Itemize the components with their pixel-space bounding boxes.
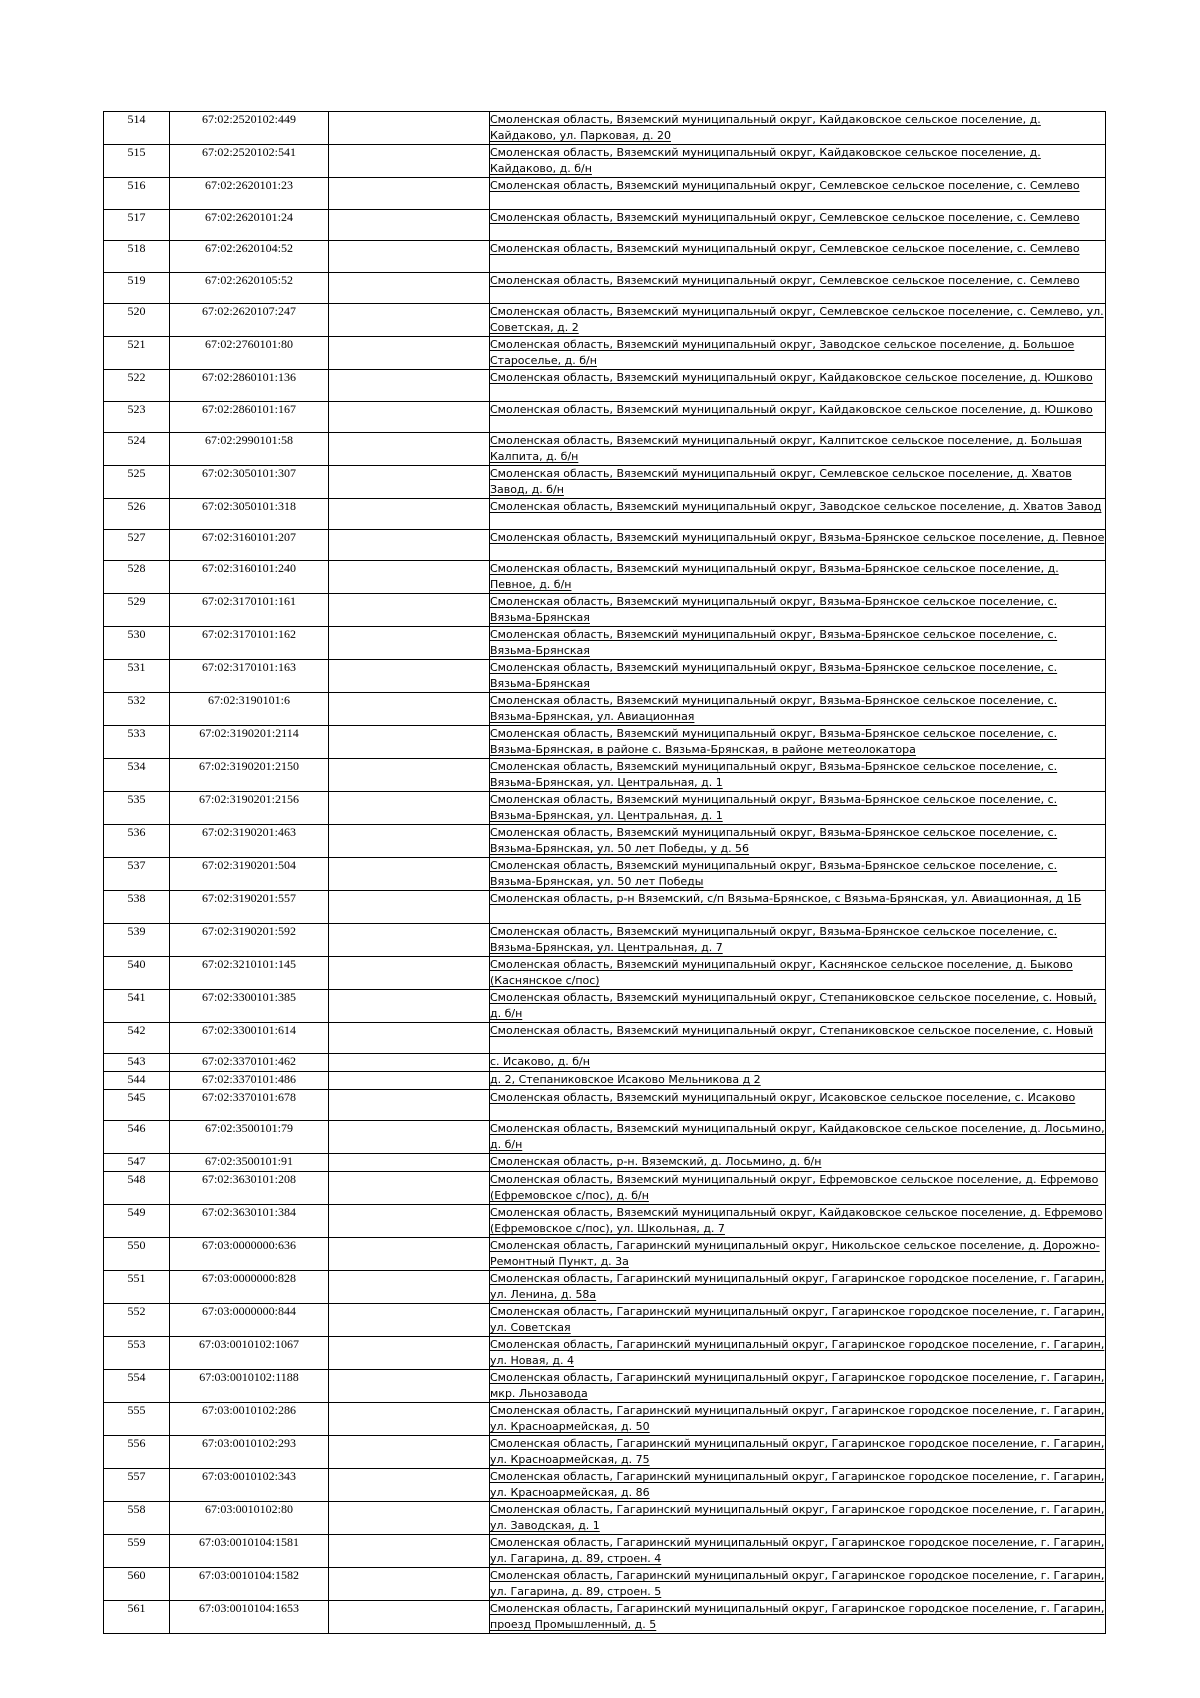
table-row: [104, 1370, 1106, 1403]
cadastral-number: 67:02:3050101:307: [170, 466, 329, 499]
cadastral-number: 67:02:2860101:167: [170, 402, 329, 433]
empty-cell: [329, 466, 490, 499]
registry-table-body: [104, 112, 1106, 1634]
address: Смоленская область, Гагаринский муниципальный округ, Гагаринское городское поселение, г. Гагарин, ул. Советская: [490, 1304, 1106, 1337]
table-row: [104, 660, 1106, 693]
cadastral-number: 67:03:0010102:1188: [170, 1370, 329, 1403]
address: Смоленская область, Гагаринский муниципальный округ, Гагаринское городское поселение, г. Гагарин, проезд Промышленный, д. 5: [490, 1601, 1106, 1634]
cadastral-number: 67:03:0010102:293: [170, 1436, 329, 1469]
address: Смоленская область, Гагаринский муниципальный округ, Гагаринское городское поселение, г. Гагарин, ул. Красноармейская, д. 75: [490, 1436, 1106, 1469]
table-row: [104, 858, 1106, 891]
row-number: 555: [104, 1403, 170, 1436]
cadastral-number: 67:02:3190201:2156: [170, 792, 329, 825]
table-row: [104, 466, 1106, 499]
empty-cell: [329, 792, 490, 825]
address: Смоленская область, Вяземский муниципальный округ, Заводское сельское поселение, д. Большое Староселье, д. б/н: [490, 337, 1106, 370]
empty-cell: [329, 627, 490, 660]
cadastral-number: 67:02:3050101:318: [170, 499, 329, 530]
row-number: 537: [104, 858, 170, 891]
empty-cell: [329, 1304, 490, 1337]
empty-cell: [329, 1271, 490, 1304]
address: Смоленская область, Вяземский муниципальный округ, Каснянское сельское поселение, д. Быково (Каснянское с/пос): [490, 957, 1106, 990]
row-number: 523: [104, 402, 170, 433]
address: Смоленская область, Вяземский муниципальный округ, Заводское сельское поселение, д. Хватов Завод: [490, 499, 1106, 530]
row-number: 546: [104, 1121, 170, 1154]
table-row: [104, 957, 1106, 990]
address: Смоленская область, р-н. Вяземский, д. Лосьмино, д. б/н: [490, 1154, 1106, 1172]
row-number: 525: [104, 466, 170, 499]
table-row: [104, 1436, 1106, 1469]
empty-cell: [329, 1238, 490, 1271]
cadastral-number: 67:02:3630101:384: [170, 1205, 329, 1238]
empty-cell: [329, 1601, 490, 1634]
table-row: [104, 145, 1106, 178]
table-row: [104, 759, 1106, 792]
cadastral-number: 67:03:0010104:1582: [170, 1568, 329, 1601]
address: Смоленская область, Вяземский муниципальный округ, Вязьма-Брянское сельское поселение, с. Вязьма-Брянская, ул. Центральная, д. 1: [490, 759, 1106, 792]
row-number: 550: [104, 1238, 170, 1271]
cadastral-number: 67:02:3170101:162: [170, 627, 329, 660]
address: Смоленская область, Вяземский муниципальный округ, Кайдаковское сельское поселение, д. Юшково: [490, 370, 1106, 402]
empty-cell: [329, 1172, 490, 1205]
cadastral-number: 67:02:2990101:58: [170, 433, 329, 466]
table-row: [104, 792, 1106, 825]
cadastral-number: 67:02:3190101:6: [170, 693, 329, 726]
address: Смоленская область, Гагаринский муниципальный округ, Гагаринское городское поселение, г. Гагарин, мкр. Льнозавода: [490, 1370, 1106, 1403]
empty-cell: [329, 1154, 490, 1172]
row-number: 548: [104, 1172, 170, 1205]
empty-cell: [329, 726, 490, 759]
cadastral-number: 67:03:0010102:1067: [170, 1337, 329, 1370]
cadastral-number: 67:02:2620107:247: [170, 304, 329, 337]
address: Смоленская область, Вяземский муниципальный округ, Степаниковское сельское поселение, с. Новый: [490, 1023, 1106, 1054]
empty-cell: [329, 561, 490, 594]
cadastral-number: 67:02:2760101:80: [170, 337, 329, 370]
table-row: [104, 112, 1106, 145]
empty-cell: [329, 825, 490, 858]
row-number: 542: [104, 1023, 170, 1054]
row-number: 561: [104, 1601, 170, 1634]
table-row: [104, 1502, 1106, 1535]
cadastral-number: 67:02:3370101:486: [170, 1072, 329, 1090]
address: Смоленская область, Вяземский муниципальный округ, Ефремовское сельское поселение, д. Ефремово (Ефремовское с/пос), д. б/н: [490, 1172, 1106, 1205]
cadastral-number: 67:02:3370101:678: [170, 1090, 329, 1121]
table-row: [104, 891, 1106, 924]
row-number: 558: [104, 1502, 170, 1535]
row-number: 526: [104, 499, 170, 530]
address: Смоленская область, Вяземский муниципальный округ, Семлевское сельское поселение, с. Семлево, ул. Советская, д. 2: [490, 304, 1106, 337]
address: Смоленская область, Вяземский муниципальный округ, Вязьма-Брянское сельское поселение, с. Вязьма-Брянская, ул. Центральная, д. 1: [490, 792, 1106, 825]
row-number: 528: [104, 561, 170, 594]
empty-cell: [329, 1568, 490, 1601]
empty-cell: [329, 660, 490, 693]
empty-cell: [329, 1535, 490, 1568]
table-row: [104, 1469, 1106, 1502]
row-number: 536: [104, 825, 170, 858]
address: Смоленская область, Вяземский муниципальный округ, Вязьма-Брянское сельское поселение, с. Вязьма-Брянская: [490, 594, 1106, 627]
cadastral-number: 67:02:3210101:145: [170, 957, 329, 990]
empty-cell: [329, 304, 490, 337]
empty-cell: [329, 1023, 490, 1054]
address: Смоленская область, Вяземский муниципальный округ, Вязьма-Брянское сельское поселение, с. Вязьма-Брянская, ул. 50 лет Победы: [490, 858, 1106, 891]
row-number: 524: [104, 433, 170, 466]
table-row: [104, 273, 1106, 304]
cadastral-number: 67:03:0010102:343: [170, 1469, 329, 1502]
empty-cell: [329, 1403, 490, 1436]
row-number: 541: [104, 990, 170, 1023]
table-row: [104, 210, 1106, 241]
address: Смоленская область, Гагаринский муниципальный округ, Гагаринское городское поселение, г. Гагарин, ул. Красноармейская, д. 50: [490, 1403, 1106, 1436]
table-row: [104, 693, 1106, 726]
empty-cell: [329, 112, 490, 145]
address: Смоленская область, Гагаринский муниципальный округ, Гагаринское городское поселение, г. Гагарин, ул. Гагарина, д. 89, строен. 5: [490, 1568, 1106, 1601]
address: Смоленская область, Вяземский муниципальный округ, Вязьма-Брянское сельское поселение, д. Певное, д. б/н: [490, 561, 1106, 594]
table-row: [104, 594, 1106, 627]
row-number: 545: [104, 1090, 170, 1121]
cadastral-number: 67:03:0000000:828: [170, 1271, 329, 1304]
table-row: [104, 1304, 1106, 1337]
cadastral-number: 67:02:2520102:541: [170, 145, 329, 178]
address: Смоленская область, Вяземский муниципальный округ, Кайдаковское сельское поселение, д. Лосьмино, д. б/н: [490, 1121, 1106, 1154]
row-number: 533: [104, 726, 170, 759]
address: Смоленская область, Гагаринский муниципальный округ, Гагаринское городское поселение, г. Гагарин, ул. Гагарина, д. 89, строен. 4: [490, 1535, 1106, 1568]
row-number: 520: [104, 304, 170, 337]
address: Смоленская область, р-н Вяземский, с/п Вязьма-Брянское, с Вязьма-Брянская, ул. Авиационная, д 1Б: [490, 891, 1106, 924]
address: Смоленская область, Вяземский муниципальный округ, Исаковское сельское поселение, с. Исаково: [490, 1090, 1106, 1121]
empty-cell: [329, 530, 490, 561]
cadastral-number: 67:02:2620104:52: [170, 241, 329, 273]
table-row: [104, 178, 1106, 210]
table-row: [104, 337, 1106, 370]
empty-cell: [329, 178, 490, 210]
row-number: 554: [104, 1370, 170, 1403]
address: Смоленская область, Гагаринский муниципальный округ, Гагаринское городское поселение, г. Гагарин, ул. Новая, д. 4: [490, 1337, 1106, 1370]
row-number: 529: [104, 594, 170, 627]
row-number: 557: [104, 1469, 170, 1502]
cadastral-number: 67:02:2620101:23: [170, 178, 329, 210]
cadastral-number: 67:02:3190201:504: [170, 858, 329, 891]
table-row: [104, 370, 1106, 402]
address: Смоленская область, Вяземский муниципальный округ, Кайдаковское сельское поселение, д. Кайдаково, ул. Парковая, д. 20: [490, 112, 1106, 145]
row-number: 519: [104, 273, 170, 304]
empty-cell: [329, 1121, 490, 1154]
table-row: [104, 1090, 1106, 1121]
cadastral-number: 67:02:3170101:161: [170, 594, 329, 627]
empty-cell: [329, 990, 490, 1023]
cadastral-number: 67:03:0010104:1653: [170, 1601, 329, 1634]
row-number: 551: [104, 1271, 170, 1304]
row-number: 539: [104, 924, 170, 957]
table-row: [104, 433, 1106, 466]
address: Смоленская область, Вяземский муниципальный округ, Кайдаковское сельское поселение, д. Ефремово (Ефремовское с/пос), ул. Школьная, д. 7: [490, 1205, 1106, 1238]
row-number: 556: [104, 1436, 170, 1469]
empty-cell: [329, 241, 490, 273]
address: Смоленская область, Вяземский муниципальный округ, Семлевское сельское поселение, с. Семлево: [490, 241, 1106, 273]
address: Смоленская область, Вяземский муниципальный округ, Кайдаковское сельское поселение, д. Юшково: [490, 402, 1106, 433]
row-number: 517: [104, 210, 170, 241]
cadastral-number: 67:03:0010102:80: [170, 1502, 329, 1535]
cadastral-number: 67:02:3300101:614: [170, 1023, 329, 1054]
address: Смоленская область, Вяземский муниципальный округ, Семлевское сельское поселение, с. Семлево: [490, 273, 1106, 304]
row-number: 538: [104, 891, 170, 924]
row-number: 514: [104, 112, 170, 145]
row-number: 534: [104, 759, 170, 792]
empty-cell: [329, 370, 490, 402]
cadastral-number: 67:02:3190201:2114: [170, 726, 329, 759]
table-row: [104, 530, 1106, 561]
empty-cell: [329, 1337, 490, 1370]
cadastral-number: 67:02:2620105:52: [170, 273, 329, 304]
table-row: [104, 499, 1106, 530]
address: Смоленская область, Гагаринский муниципальный округ, Гагаринское городское поселение, г. Гагарин, ул. Заводская, д. 1: [490, 1502, 1106, 1535]
table-row: [104, 1568, 1106, 1601]
cadastral-number: 67:03:0010104:1581: [170, 1535, 329, 1568]
empty-cell: [329, 1370, 490, 1403]
empty-cell: [329, 1072, 490, 1090]
address: Смоленская область, Вяземский муниципальный округ, Вязьма-Брянское сельское поселение, д. Певное: [490, 530, 1106, 561]
row-number: 544: [104, 1072, 170, 1090]
row-number: 532: [104, 693, 170, 726]
address: Смоленская область, Вяземский муниципальный округ, Семлевское сельское поселение, д. Хватов Завод, д. б/н: [490, 466, 1106, 499]
address: Смоленская область, Гагаринский муниципальный округ, Гагаринское городское поселение, г. Гагарин, ул. Красноармейская, д. 86: [490, 1469, 1106, 1502]
address: д. 2, Степаниковское Исаково Мельникова д 2: [490, 1072, 1106, 1090]
address: Смоленская область, Вяземский муниципальный округ, Вязьма-Брянское сельское поселение, с. Вязьма-Брянская: [490, 660, 1106, 693]
empty-cell: [329, 693, 490, 726]
cadastral-number: 67:02:3190201:463: [170, 825, 329, 858]
table-row: [104, 825, 1106, 858]
table-row: [104, 924, 1106, 957]
table-row: [104, 1337, 1106, 1370]
row-number: 540: [104, 957, 170, 990]
row-number: 553: [104, 1337, 170, 1370]
empty-cell: [329, 858, 490, 891]
empty-cell: [329, 594, 490, 627]
table-row: [104, 1054, 1106, 1072]
table-row: [104, 1601, 1106, 1634]
empty-cell: [329, 759, 490, 792]
table-row: [104, 1238, 1106, 1271]
property-registry-table: [103, 111, 1106, 1634]
address: Смоленская область, Вяземский муниципальный округ, Кайдаковское сельское поселение, д. Кайдаково, д. б/н: [490, 145, 1106, 178]
cadastral-number: 67:03:0010102:286: [170, 1403, 329, 1436]
empty-cell: [329, 924, 490, 957]
address: Смоленская область, Вяземский муниципальный округ, Вязьма-Брянское сельское поселение, с. Вязьма-Брянская, в районе с. Вязьма-Брянская, в районе метеолокатора: [490, 726, 1106, 759]
row-number: 516: [104, 178, 170, 210]
address: Смоленская область, Гагаринский муниципальный округ, Гагаринское городское поселение, г. Гагарин, ул. Ленина, д. 58а: [490, 1271, 1106, 1304]
row-number: 527: [104, 530, 170, 561]
empty-cell: [329, 402, 490, 433]
address: Смоленская область, Вяземский муниципальный округ, Степаниковское сельское поселение, с. Новый, д. б/н: [490, 990, 1106, 1023]
empty-cell: [329, 957, 490, 990]
row-number: 547: [104, 1154, 170, 1172]
cadastral-number: 67:02:3300101:385: [170, 990, 329, 1023]
table-row: [104, 1205, 1106, 1238]
empty-cell: [329, 210, 490, 241]
row-number: 560: [104, 1568, 170, 1601]
table-row: [104, 561, 1106, 594]
empty-cell: [329, 499, 490, 530]
cadastral-number: 67:02:3190201:557: [170, 891, 329, 924]
row-number: 522: [104, 370, 170, 402]
empty-cell: [329, 1469, 490, 1502]
empty-cell: [329, 145, 490, 178]
row-number: 518: [104, 241, 170, 273]
cadastral-number: 67:02:3190201:2150: [170, 759, 329, 792]
empty-cell: [329, 1090, 490, 1121]
address: Смоленская область, Вяземский муниципальный округ, Вязьма-Брянское сельское поселение, с. Вязьма-Брянская, ул. 50 лет Победы, у д. 56: [490, 825, 1106, 858]
empty-cell: [329, 433, 490, 466]
table-row: [104, 402, 1106, 433]
cadastral-number: 67:02:3370101:462: [170, 1054, 329, 1072]
address: Смоленская область, Вяземский муниципальный округ, Семлевское сельское поселение, с. Семлево: [490, 210, 1106, 241]
table-row: [104, 241, 1106, 273]
table-row: [104, 1023, 1106, 1054]
address: Смоленская область, Вяземский муниципальный округ, Вязьма-Брянское сельское поселение, с. Вязьма-Брянская: [490, 627, 1106, 660]
row-number: 515: [104, 145, 170, 178]
address: Смоленская область, Вяземский муниципальный округ, Вязьма-Брянское сельское поселение, с. Вязьма-Брянская, ул. Центральная, д. 7: [490, 924, 1106, 957]
cadastral-number: 67:02:3630101:208: [170, 1172, 329, 1205]
table-row: [104, 1271, 1106, 1304]
row-number: 543: [104, 1054, 170, 1072]
row-number: 559: [104, 1535, 170, 1568]
cadastral-number: 67:02:2860101:136: [170, 370, 329, 402]
row-number: 530: [104, 627, 170, 660]
empty-cell: [329, 337, 490, 370]
row-number: 549: [104, 1205, 170, 1238]
empty-cell: [329, 1205, 490, 1238]
table-row: [104, 1154, 1106, 1172]
table-row: [104, 1403, 1106, 1436]
cadastral-number: 67:02:3170101:163: [170, 660, 329, 693]
row-number: 531: [104, 660, 170, 693]
table-row: [104, 726, 1106, 759]
table-row: [104, 304, 1106, 337]
cadastral-number: 67:02:3190201:592: [170, 924, 329, 957]
cadastral-number: 67:03:0000000:636: [170, 1238, 329, 1271]
cadastral-number: 67:02:2520102:449: [170, 112, 329, 145]
empty-cell: [329, 1436, 490, 1469]
row-number: 552: [104, 1304, 170, 1337]
address: Смоленская область, Гагаринский муниципальный округ, Никольское сельское поселение, д. Дорожно-Ремонтный Пункт, д. 3а: [490, 1238, 1106, 1271]
table-row: [104, 627, 1106, 660]
cadastral-number: 67:02:2620101:24: [170, 210, 329, 241]
cadastral-number: 67:02:3500101:79: [170, 1121, 329, 1154]
cadastral-number: 67:02:3500101:91: [170, 1154, 329, 1172]
row-number: 521: [104, 337, 170, 370]
cadastral-number: 67:02:3160101:240: [170, 561, 329, 594]
address: с. Исаково, д. б/н: [490, 1054, 1106, 1072]
cadastral-number: 67:03:0000000:844: [170, 1304, 329, 1337]
address: Смоленская область, Вяземский муниципальный округ, Вязьма-Брянское сельское поселение, с. Вязьма-Брянская, ул. Авиационная: [490, 693, 1106, 726]
table-row: [104, 1535, 1106, 1568]
table-row: [104, 990, 1106, 1023]
empty-cell: [329, 1502, 490, 1535]
table-row: [104, 1172, 1106, 1205]
row-number: 535: [104, 792, 170, 825]
empty-cell: [329, 273, 490, 304]
table-row: [104, 1072, 1106, 1090]
empty-cell: [329, 891, 490, 924]
address: Смоленская область, Вяземский муниципальный округ, Калпитское сельское поселение, д. Большая Калпита, д. б/н: [490, 433, 1106, 466]
cadastral-number: 67:02:3160101:207: [170, 530, 329, 561]
address: Смоленская область, Вяземский муниципальный округ, Семлевское сельское поселение, с. Семлево: [490, 178, 1106, 210]
empty-cell: [329, 1054, 490, 1072]
table-row: [104, 1121, 1106, 1154]
